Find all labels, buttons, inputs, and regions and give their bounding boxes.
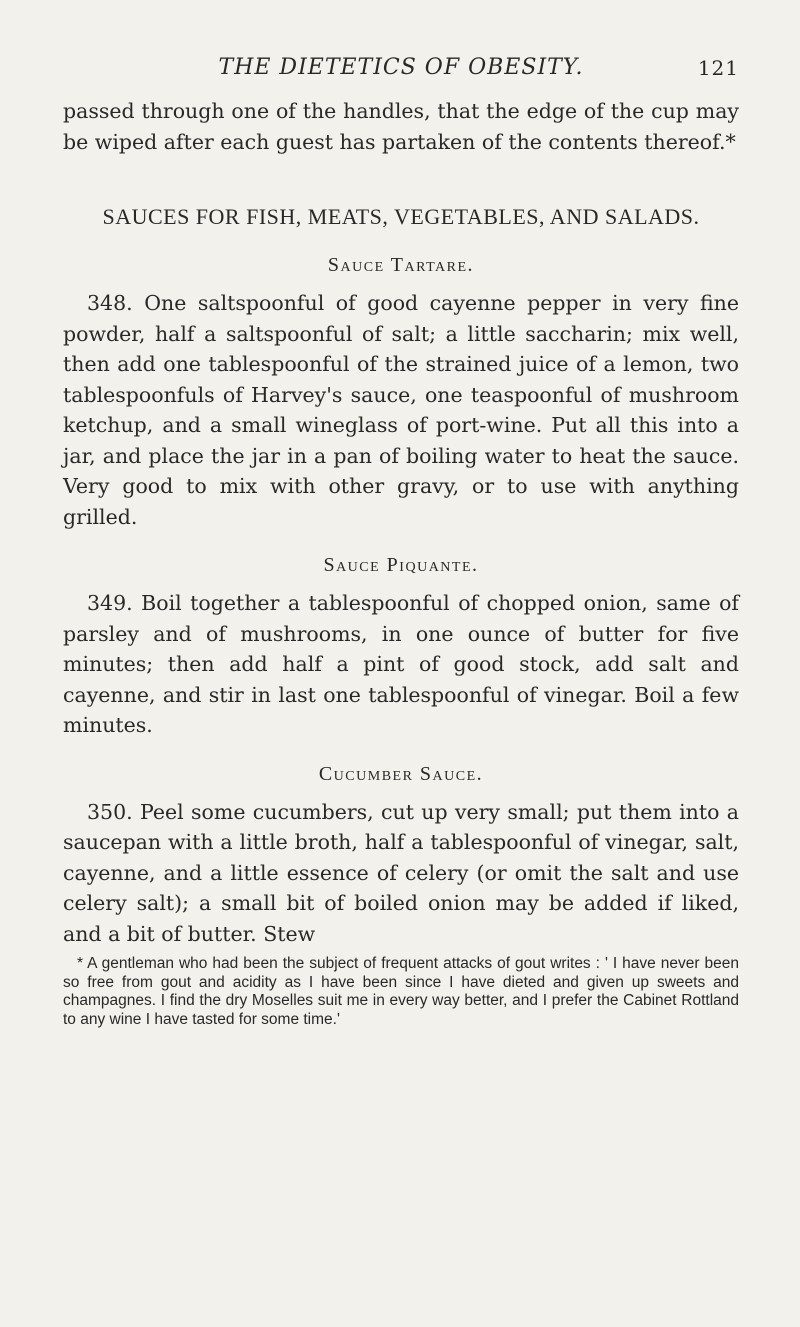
book-page (63, 48, 739, 1029)
page-number: 121 (697, 56, 739, 80)
recipe-348 (63, 250, 739, 532)
recipe-title: Sauce Piquante. (323, 554, 479, 576)
recipe-body: Peel some cucumbers, cut up very small; put them into a saucepan with a little broth, half a tablespoonful of vinegar, salt, cayenne, and a little essence of celery (or omit the salt and use celery salt); a small bit of boiled onion may be added if liked, and a bit of butter. Stew (63, 799, 739, 946)
recipe-number: 348. (87, 291, 133, 315)
recipe-text (63, 797, 739, 950)
intro-paragraph: passed through one of the handles, that the edge of the cup may be wiped after each guest has partaken of the contents thereof.* (63, 99, 739, 154)
running-head (63, 48, 739, 88)
recipe-text (63, 288, 739, 532)
recipe-text (63, 588, 739, 741)
recipe-body: One saltspoonful of good cayenne pepper in very fine powder, half a saltspoonful of salt; a little saccharin; mix well, then add one tablespoonful of the strained juice of a lemon, two tablespoonfuls of Harvey's sauce, one teaspoonful of mushroom ketchup, and a small wineglass of port-wine. Put all this into a jar, and place the jar in a pan of boiling water to heat the sauce. Very good to mix with other gravy, or to use with anything grilled. (63, 291, 739, 529)
recipe-body: Boil together a tablespoonful of chopped onion, same of parsley and of mushrooms, in one ounce of butter for five minutes; then add half a pint of good stock, add salt and cayenne, and stir in last one tablespoonful of vinegar. Boil a few minutes. (63, 591, 739, 737)
running-title: THE DIETETICS OF OBESITY. (218, 55, 584, 80)
recipe-350 (63, 759, 739, 950)
section-title: SAUCES FOR FISH, MEATS, VEGETABLES, AND SALADS. (102, 204, 700, 229)
recipe-title: Cucumber Sauce. (318, 762, 484, 785)
footnote: * A gentleman who had been the subject of frequent attacks of gout writes : ' I have never been so free from gout and acidity as I have been since I have dieted and given up sweets and champagnes. I find the dry Moselles suit me in every way better, and I prefer the Cabinet Rottland to any wine I have tasted for some time.' (63, 955, 739, 1028)
recipe-number: 350. (87, 799, 133, 824)
recipe-number: 349. (87, 591, 133, 615)
recipe-title: Sauce Tartare. (327, 254, 475, 276)
recipe-349 (63, 550, 739, 741)
